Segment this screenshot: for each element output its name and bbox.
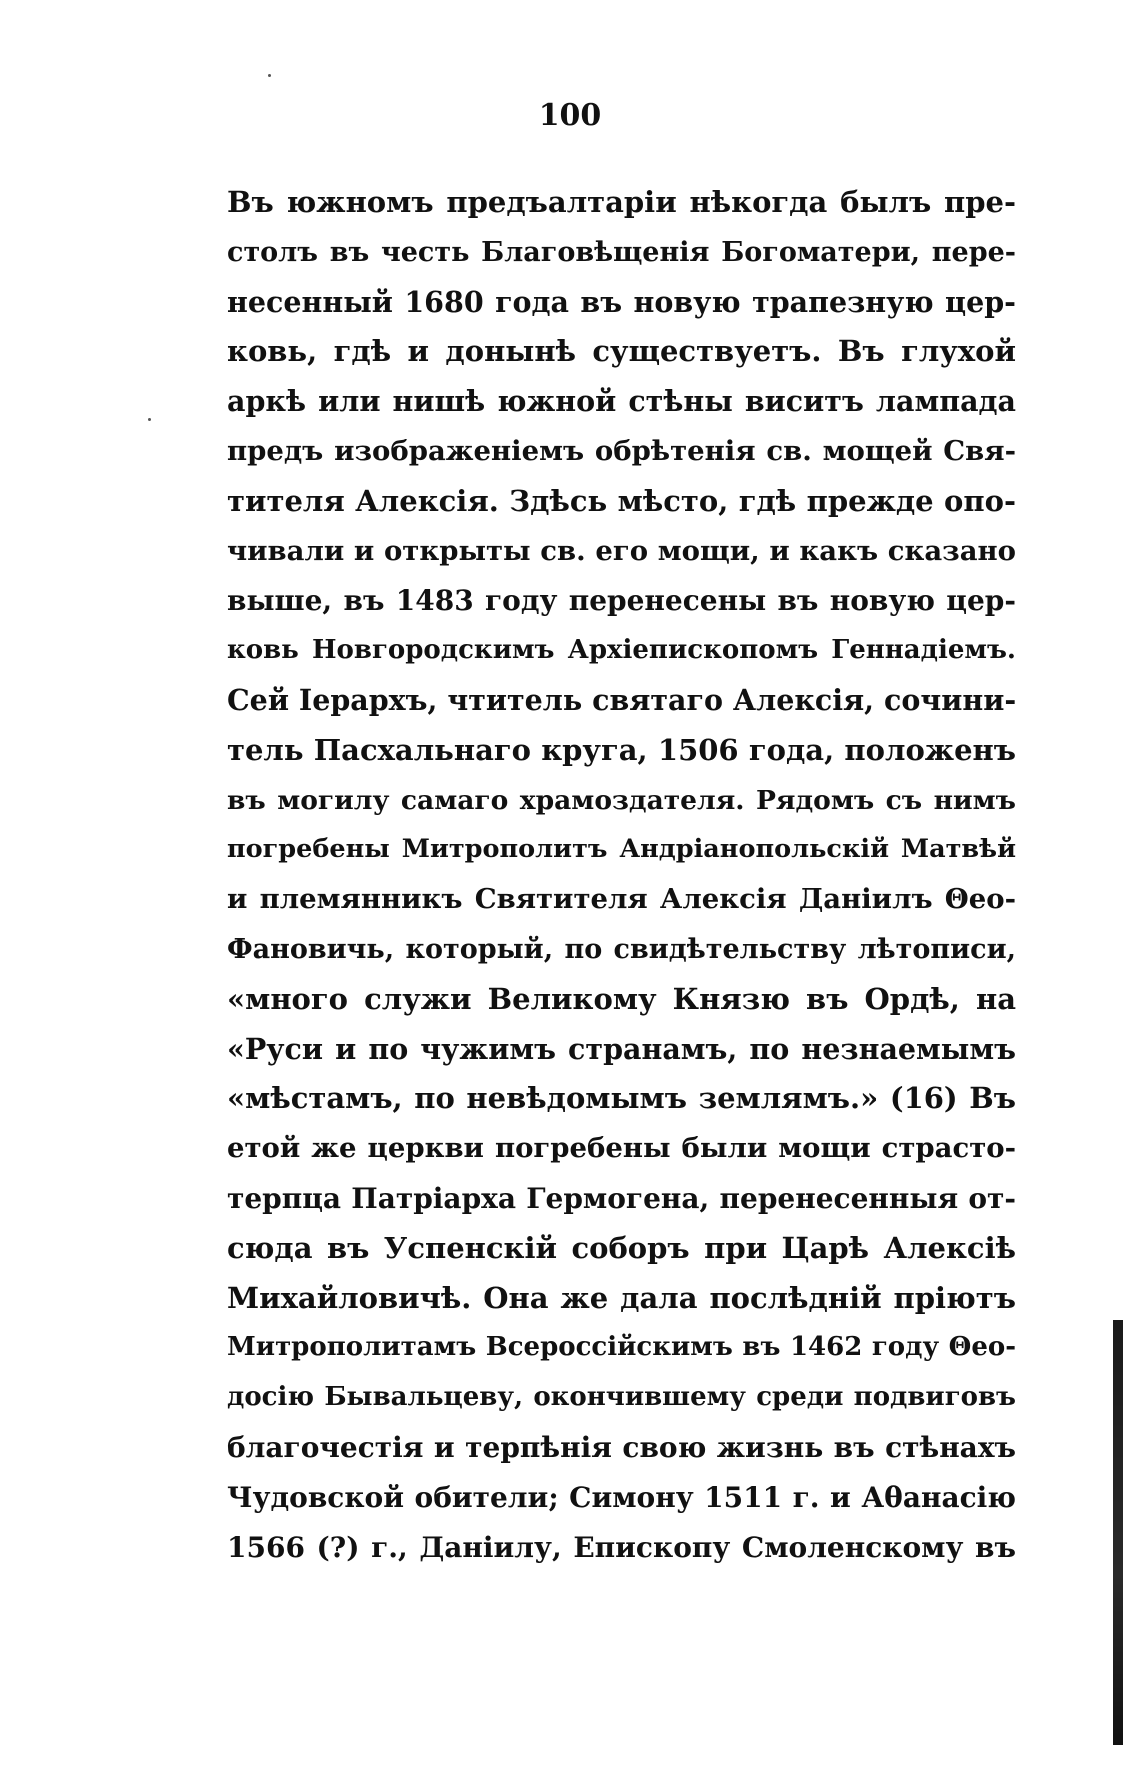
paper-speck xyxy=(268,74,271,77)
text-line: Чудовской обители; Симону 1511 г. и Аθанасію xyxy=(227,1480,1016,1514)
text-line: ковь Новгородскимъ Архіепископомъ Геннадіемъ. xyxy=(227,635,1016,666)
text-line: Сей Іерархъ, чтитель святаго Алексія, сочини- xyxy=(227,682,1016,717)
text-line: сюда въ Успенскій соборъ при Царѣ Алексіѣ xyxy=(227,1230,1016,1265)
text-line: «мѣстамъ, по невѣдомымъ землямъ.» (16) Въ xyxy=(227,1081,1016,1116)
text-line: погребены Митрополитъ Андріанопольскій Матвѣй xyxy=(227,834,1016,865)
text-line: Въ южномъ предъалтаріи нѣкогда былъ пре- xyxy=(227,185,1016,219)
page-number: 100 xyxy=(538,98,602,133)
text-line: «много служи Великому Князю въ Ордѣ, на xyxy=(227,981,1016,1016)
text-line: досію Бывальцеву, окончившему среди подвиговъ xyxy=(227,1382,1016,1413)
text-line: чивали и открыты св. его мощи, и какъ сказано xyxy=(227,534,1016,567)
text-line: аркѣ или нишѣ южной стѣны виситъ лампада xyxy=(227,384,1016,419)
text-line: въ могилу самаго храмоздателя. Рядомъ съ нимъ xyxy=(227,784,1016,816)
text-line: тителя Алексія. Здѣсь мѣсто, гдѣ прежде опо- xyxy=(227,483,1016,518)
text-line: столъ въ честь Благовѣщенія Богоматери, пере- xyxy=(227,236,1016,268)
text-line: «Руси и по чужимъ странамъ, по незнаемымъ xyxy=(227,1031,1016,1066)
paper-speck xyxy=(148,418,151,421)
text-line: 1566 (?) г., Даніилу, Епископу Смоленскому въ xyxy=(227,1530,1016,1564)
text-line: етой же церкви погребены были мощи страсто- xyxy=(227,1132,1016,1165)
text-line: предъ изображеніемъ обрѣтенія св. мощей Свя- xyxy=(227,434,1016,467)
body-text xyxy=(227,178,1016,1572)
text-line: тель Пасхальнаго круга, 1506 года, положенъ xyxy=(227,732,1016,767)
text-line: и племянникъ Святителя Алексія Даніилъ Θео- xyxy=(227,883,1016,916)
text-line: терпца Патріарха Гермогена, перенесенныя от- xyxy=(227,1181,1016,1215)
text-line: выше, въ 1483 году перенесены въ новую цер- xyxy=(227,584,1016,618)
text-line: ковь, гдѣ и донынѣ существуетъ. Въ глухой xyxy=(227,334,1016,369)
page-edge-shadow xyxy=(1113,1320,1123,1745)
text-line: Михайловичѣ. Она же дала послѣдній пріютъ xyxy=(227,1280,1016,1315)
text-line: благочестія и терпѣнія свою жизнь въ стѣнахъ xyxy=(227,1430,1016,1464)
text-line: несенный 1680 года въ новую трапезную цер- xyxy=(227,284,1016,319)
text-line: Фановичь, который, по свидѣтельству лѣтописи, xyxy=(227,933,1016,965)
text-line: Митрополитамъ Всероссійскимъ въ 1462 году Θео- xyxy=(227,1332,1016,1363)
